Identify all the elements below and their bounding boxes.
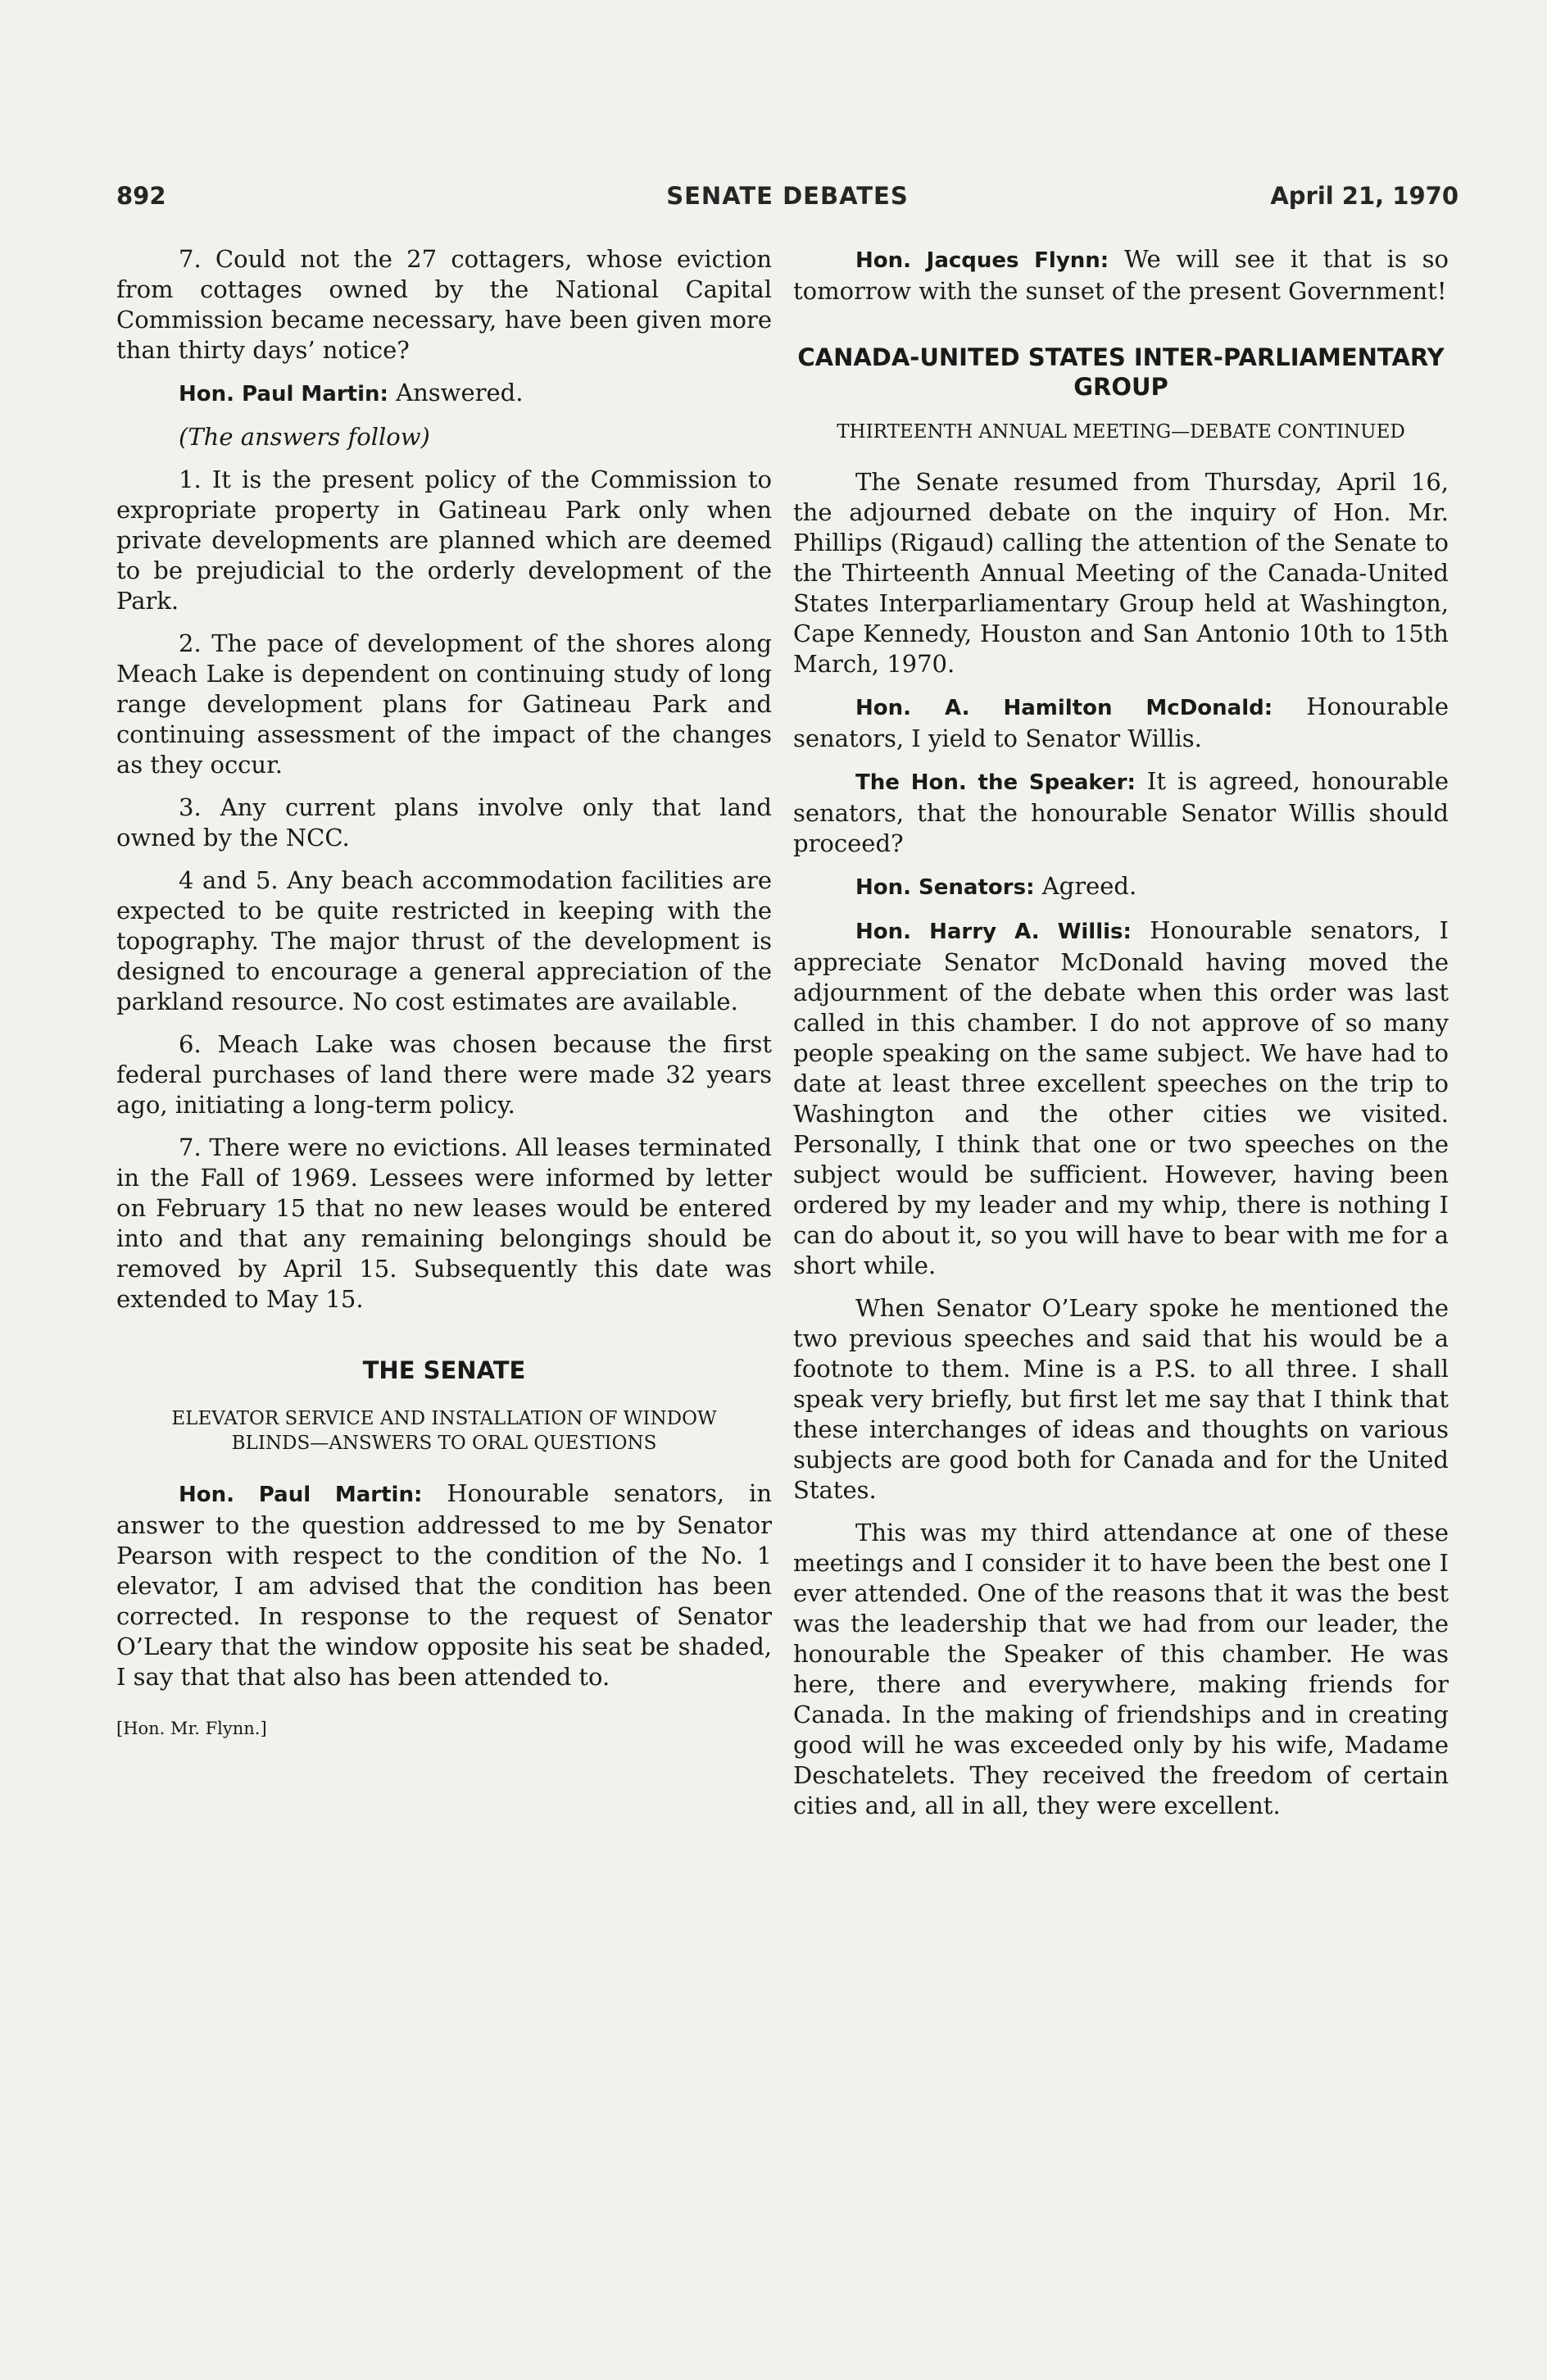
speech-text: Answered. [396, 379, 524, 407]
willis-paragraph-oleary: When Senator O’Leary spoke he mentioned the two previous speeches and said that his would be a footnote to them. Mine is a P.S. to all three. I shall speak very briefly, but first let me say that I think that these interchanges of ideas and thoughts on various subjects are good both for Canada and for the United States. [793, 1294, 1449, 1504]
question-7: 7. Could not the 27 cottagers, whose eviction from cottages owned by the National Capital Commission became necessary, have been given more than thirty days’ notice? [116, 245, 772, 364]
mcdonald-remark [793, 692, 1449, 754]
footer-reference: [Hon. Mr. Flynn.] [116, 1719, 267, 1738]
section-subhead-annual-meeting: THIRTEENTH ANNUAL MEETING—DEBATE CONTINUED [837, 421, 1405, 443]
answer-2: 2. The pace of development of the shores along Meach Lake is dependent on continuing study of long range development plans for Gatineau Park and continuing assessment of the impact of the changes as they occur. [116, 629, 772, 779]
speech-text: Honourable senators, I appreciate Senator McDonald having moved the adjournment of the debate when this order was last called in this chamber. I do not approve of so many people speaking on the same subject. We have had to date at least three excellent speeches on the trip to Washington and the other cities we visited. Personally, I think that one or two speeches on the subject would be sufficient. However, having been ordered by my leader and my whip, there is nothing I can do about it, so you will have to bear with me for a short while. [793, 916, 1449, 1279]
speaker-name: Hon. Jacques Flynn: [855, 248, 1109, 273]
speech-text: Honourable senators, in answer to the question addressed to me by Senator Pearson with respect to the condition of the No. 1 elevator, I am advised that the condition has been corrected. In response to the request of Senator O’Leary that the window opposite his seat be shaded, I say that that also has been attended to. [116, 1479, 772, 1691]
right-column [793, 244, 1449, 1833]
senators-remark [793, 871, 1449, 903]
speech-text: Agreed. [1041, 872, 1137, 900]
running-head [116, 182, 1459, 215]
speech-text: We will see it that is so tomorrow with the sunset of the present Government! [793, 245, 1449, 305]
answer-1: 1. It is the present policy of the Commission to expropriate property in Gatineau Park only when private developments are planned which are deemed to be prejudicial to the orderly development of the Park. [116, 466, 772, 615]
answer-3: 3. Any current plans involve only that land owned by the NCC. [116, 793, 772, 852]
speaker-name: Hon. Paul Martin: [179, 382, 388, 407]
left-column [116, 244, 772, 1744]
speech-text: It is agreed, honourable senators, that the honourable Senator Willis should proceed? [793, 767, 1449, 857]
section-title-interparliamentary: CANADA-UNITED STATES INTER-PARLIAMENTARY GROUP [797, 343, 1445, 401]
speaker-name: Hon. A. Hamilton McDonald: [855, 696, 1273, 720]
martin-answered [116, 378, 772, 410]
speaker-name: The Hon. the Speaker: [855, 770, 1136, 795]
page-number: 892 [116, 182, 166, 210]
answer-7: 7. There were no evictions. All leases terminated in the Fall of 1969. Lessees were informed by letter on February 15 that no new leases would be entered into and that any remaining belongings should be removed by April 15. Subsequently this date was extended to May 15. [116, 1133, 772, 1313]
speaker-name: Hon. Senators: [855, 875, 1035, 900]
section-title-the-senate: THE SENATE [362, 1356, 526, 1384]
journal-title: SENATE DEBATES [666, 182, 909, 210]
speaker-name: Hon. Paul Martin: [179, 1483, 423, 1507]
willis-paragraph-third-attendance: This was my third attendance at one of these meetings and I consider it to have been the best one I ever attended. One of the reasons that it was the best was the leadership that we had from our leader, the honourable the Speaker of this chamber. He was here, there and everywhere, making friends for Canada. In the making of friendships and in creating good will he was exceeded only by his wife, Madame Deschatelets. They received the freedom of certain cities and, all in all, they were excellent. [793, 1519, 1449, 1819]
answers-follow: (The answers follow) [179, 423, 430, 451]
martin-elevator-answer [116, 1478, 772, 1692]
answer-6: 6. Meach Lake was chosen because the first federal purchases of land there were made 32 years ago, initiating a long-term policy. [116, 1030, 772, 1119]
debate-resumed: The Senate resumed from Thursday, April 16, the adjourned debate on the inquiry of Hon. Mr. Phillips (Rigaud) calling the attention of the Senate to the Thirteenth Annual Meeting of the Canada-United States Interparliamentary Group held at Washington, Cape Kennedy, Houston and San Antonio 10th to 15th March, 1970. [793, 468, 1449, 678]
speaker-remark [793, 766, 1449, 859]
answer-4-and-5: 4 and 5. Any beach accommodation facilities are expected to be quite restricted in keeping with the topography. The major thrust of the development is designed to encourage a general appreciation of the parkland resource. No cost estimates are available. [116, 866, 772, 1015]
willis-speech [793, 915, 1449, 1281]
page-date: April 21, 1970 [1270, 182, 1459, 210]
section-subhead-elevator: ELEVATOR SERVICE AND INSTALLATION OF WINDOW BLINDS—ANSWERS TO ORAL QUESTIONS [171, 1408, 717, 1454]
speaker-name: Hon. Harry A. Willis: [855, 920, 1132, 944]
speech-text: Honourable senators, I yield to Senator Willis. [793, 693, 1449, 752]
flynn-remark [793, 244, 1449, 307]
